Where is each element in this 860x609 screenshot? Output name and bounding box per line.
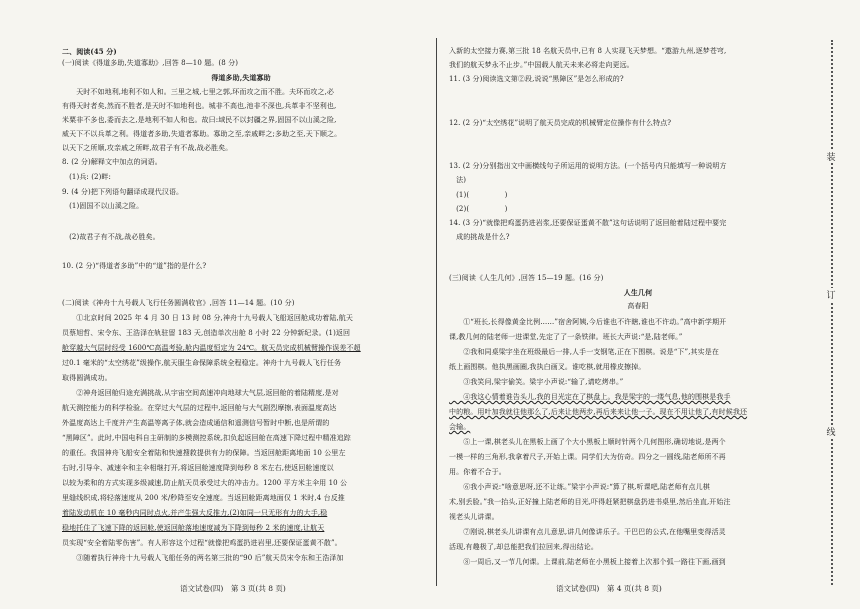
right-text-line: ③我笑问,梁宇偷笑。梁宇小声说:“输了,请吃烤串。” [449, 378, 624, 386]
left-text-line: ①北京时间 2025 年 4 月 30 日 13 时 08 分,神舟十九号载人飞船返回舱成功着陆,航天 [62, 314, 353, 322]
left-text-line: 里缝线织成,将轻落速度从 200 米/秒降至安全速度。当返回舱距离地面仅 1 米时,4 台反推 [62, 494, 345, 502]
right-text-line: 12. (2 分)“太空绣花”说明了航天员完成的机械臂定位操作有什么特点? [449, 119, 672, 127]
left-text-line: (1)兵: (2)畔: [62, 173, 111, 181]
left-text-line: ②神舟返回舱归途充满挑战,从宇宙空间高速冲向地球大气层,返回舱的着陆精度,是对 [62, 389, 339, 397]
page-4-footer: 语文试卷(四) 第 4 页(共 8 页) [556, 584, 662, 593]
left-text-line: 员实现“安全着陆零伤害”。有人形容这个过程“就像把鸡蛋扔进岩里,还要保证蛋黄不散”。 [62, 539, 342, 547]
left-text-line: 得道多助,失道寡助 [211, 73, 271, 82]
right-text-line: (2)( ) [449, 205, 508, 213]
right-text-line: ⑧一周后,又一节几何课。上课前,陆老师在小黑板上接着上次那个弧一路往下画,画到 [449, 558, 726, 566]
left-text-line: 9. (4 分)把下列语句翻译成现代汉语。 [62, 188, 184, 196]
right-text-line: 入新的太空接力赛,第三批 18 名航天员中,已有 8 人实现飞天梦想。“遨游九州,逐梦苍穹, [449, 47, 727, 55]
left-text-line: ③随着执行神舟十九号载人飞船任务的两名第三批的“90 后”航天员宋令东和王浩泽加 [62, 554, 344, 562]
left-text-line: (1)固国不以山溪之险。 [62, 202, 144, 210]
left-text-line: 舱穿越大气层时经受 1600℃高温考验,舱内温度恒定为 24℃。航天员完成机械臂操作误差不超 [62, 344, 361, 352]
right-text-line: ①“班长,长得像黄金比例……”宿舍阿姨,今后谁也不许瞎,谁也不许动。”高中新学期开 [449, 318, 727, 326]
left-text-line: (2)故君子有不战,战必胜矣。 [62, 233, 160, 241]
right-text-line: 课,教几何的陆老师一进课堂,先定了了一条铁律。班长大声说:“是,陆老师。” [449, 333, 683, 341]
left-text-line: 着陆发动机在 10 毫秒内同时点火,并产生强大反推力,(2)如同一只无形有力的大手,稳 [62, 509, 328, 517]
left-text-line: 取得圆满成功。 [62, 374, 112, 382]
left-text-line: 右时,引导伞、减速伞和主伞相继打开,将返回舱速度降到每秒 8 米左右,使返回舱速度以 [62, 464, 334, 472]
right-text-line: 我们的航天梦永不止步。”中国载人航天未来必将走向更远。 [449, 61, 634, 69]
right-text-line: (三)阅读《人生几何》,回答 15—19 题。(16 分) [449, 274, 604, 282]
right-text-line: ④我这心情着谁告头儿,我的目光定在了棋盘上。我是梁宇的一缕气息,他的围棋是我手 [449, 393, 731, 401]
left-text-line: “黑障区”。此时,中国电科自主研制的多模测控系统,扣负起返回舱在高速下降过程中精准追踪 [62, 434, 351, 442]
left-text-line: (二)阅读《神舟十九号载人飞行任务圆满收官》,回答 11—14 题。(10 分) [62, 299, 295, 307]
left-text-line: 10. (2 分)“得道者多助”中的“道”指的是什么? [62, 262, 207, 270]
page-3-column [62, 0, 420, 609]
left-text-line: 以天下之所顺,攻亲戚之所畔,故君子有不战,战必胜矣。 [62, 144, 233, 152]
page-3-footer: 语文试卷(四) 第 3 页(共 8 页) [180, 584, 286, 593]
right-text-line: 11. (3 分)阅读选文第②段,说说“黑障区”是怎么形成的? [449, 75, 624, 83]
right-text-line: 成的挑战是什么? [449, 233, 510, 241]
left-text-line: 以较为柔和的方式实现多级减速,防止航天员承受过大的冲击力。1200 平方米主伞用 10 公 [62, 479, 348, 487]
right-text-line: 中的粮。用叶加我就往他那么了,后来让他两步,再后来来让他一子。现在不用让他了,有时候我还 [449, 408, 748, 416]
right-text-line: ⑤上一课,棋老头儿在黑板上画了个大小黑板上顺时针两个几何图形,确切地说,是两个 [449, 438, 726, 446]
right-text-line: 13. (2 分)分别指出文中画横线句子所运用的说明方法。(一个括号内只能填写一种说明方 [449, 162, 727, 170]
right-text-line: 术,别丢脸。”我一抬头,正好撞上陆老师的目光,吓得赶紧把棋盘扔进书桌里,然后坐直,开始注 [449, 498, 731, 506]
right-text-line: 人生几何 [623, 288, 653, 297]
right-text-line: 一模一样的三角形,我拿着尺子,开始上课。同学们大为仿奇。四分之一圆线,陆老师所不再 [449, 453, 726, 461]
left-text-line: (一)阅读《得道多助,失道寡助》,回答 8—10 题。(8 分) [62, 59, 239, 67]
left-text-line: 米粟非不多也,委而去之,是地利不如人和也。故曰:域民不以封疆之界,固国不以山溪之险, [62, 116, 337, 124]
left-text-line: 稳地托住了飞速下降的返回舱,使返回舱落地速度减为下降到每秒 2 米的速度,让航天 [62, 524, 325, 532]
left-text-line: 威天下不以兵革之利。得道者多助,失道者寡助。寡助之至,亲戚畔之;多助之至,天下顺之。 [62, 130, 342, 138]
right-text-line: ⑥我小声说:“啥意思呀,还不让练。”梁宇小声说:“算了棋,听课吧,陆老师有点儿棋 [449, 483, 710, 491]
right-text-line: 活现,有趣极了,却总能把我们拉回来,得出结论。 [449, 543, 598, 551]
binding-char-xian: 线 [823, 425, 839, 438]
left-text-line: 有得天时者矣,然而不胜者,是天时不如地利也。城非不高也,池非不深也,兵革非不坚利也, [62, 102, 337, 110]
left-text-line: 的重任。我国神舟飞船安全着陆和快速搜救提供有力的保障。当返回舱距离地面 10 公里左 [62, 449, 346, 457]
page-4-column [449, 0, 827, 609]
binding-dotted-line [831, 40, 833, 585]
right-text-line: ⑦刚说,棋老头儿讲课有点儿意思,讲几何像讲乐子。干巴巴的公式,在他嘴里变得活灵 [449, 528, 726, 536]
right-text-line: 法) [449, 176, 467, 184]
right-text-line: (1)( ) [449, 191, 508, 199]
left-text-line: 8. (2 分)解释文中加点的词语。 [62, 158, 162, 166]
left-text-line: 过0.1 毫米的“太空绣花”级操作,航天服生命保障系统全程稳定。神舟十九号载人飞行任务 [62, 359, 342, 367]
left-text-line: 航天测控能力的科学检验。在穿过大气层的过程中,返回舱与大气剧烈摩擦,表面温度高达 [62, 404, 337, 412]
right-text-line: 用。你着不合于。 [449, 468, 506, 476]
right-text-line: ②我和同桌梁宇坐在班级最后一排,人手一支钢笔,正在下围棋。说是“下”,其实是在 [449, 348, 719, 356]
binding-char-ding: 订 [823, 288, 839, 301]
left-text-line: 天时不如地利,地利不如人和。三里之城,七里之郭,环而攻之而不胜。夫环而攻之,必 [62, 88, 334, 96]
left-text-line: 员蔡旭哲、宋令东、王浩泽在轨驻留 183 天,创造单次出舱 8 小时 22 分钟新纪录。(1)返回 [62, 329, 351, 337]
left-text-line: 二、阅读(45 分) [62, 47, 117, 56]
right-text-line: 会输。 [449, 423, 471, 431]
right-text-line: 视老头儿讲课。 [449, 513, 499, 521]
column-divider [436, 38, 437, 586]
right-text-line: 纸上画围棋。他执黑画圈,我执白画叉。谁吃棋,就用橡皮擦掉。 [449, 363, 646, 371]
right-text-line: 高春阳 [627, 302, 649, 310]
binding-char-zhuang: 装 [823, 150, 839, 163]
left-text-line: 外温度高达上千度并产生高温等离子体,就会造成通信和遥测信号暂时中断,也是所谓的 [62, 419, 330, 427]
right-text-line: 14. (3 分)“就像把鸡蛋扔进岩浆,还要保证蛋黄不散”这句话说明了返回舱着陆过程中要完 [449, 219, 727, 227]
